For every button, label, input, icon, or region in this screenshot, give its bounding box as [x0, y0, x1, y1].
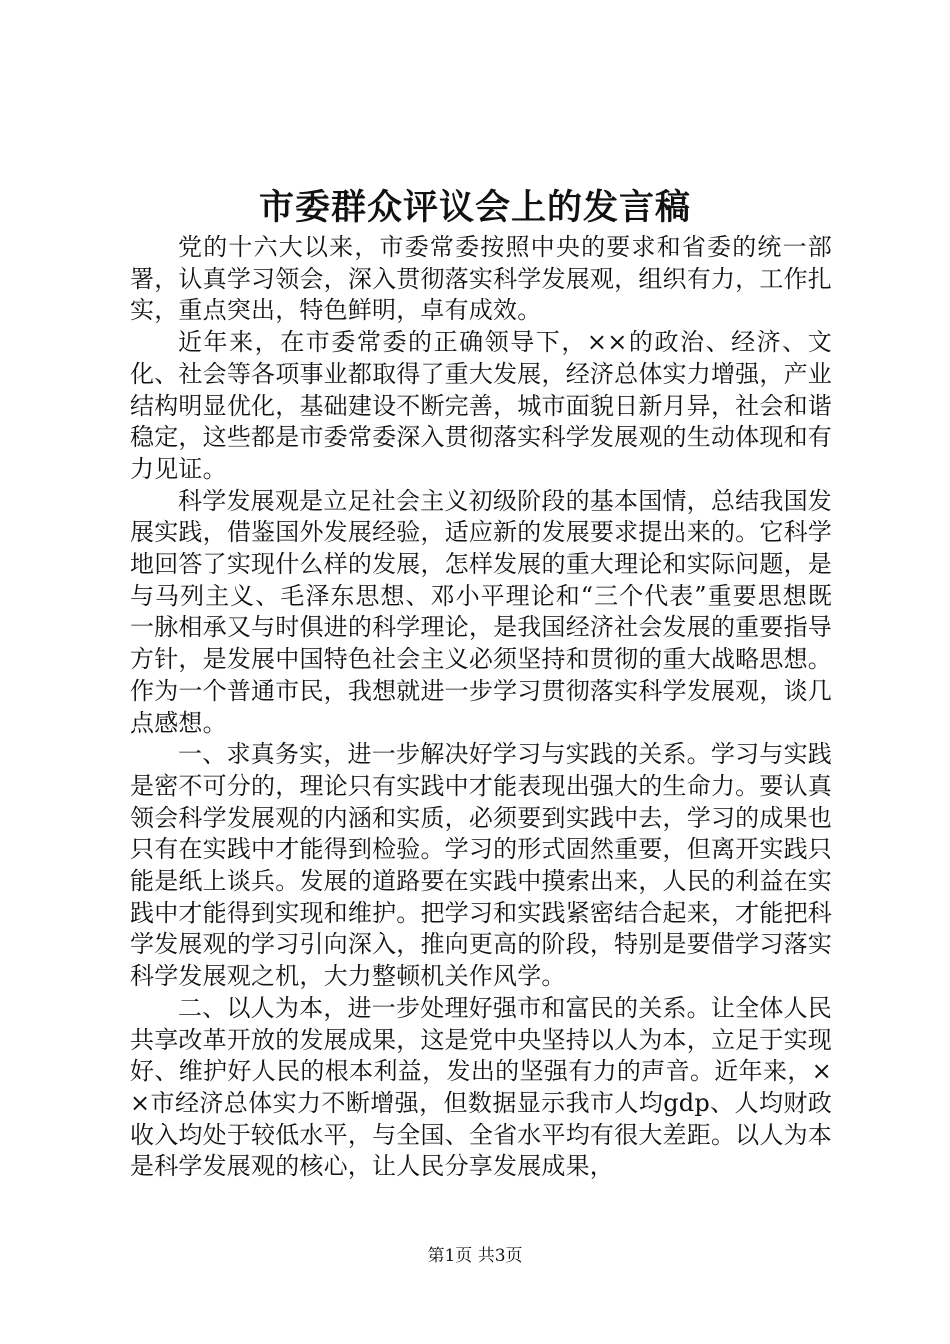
paragraph-2: 近年来，在市委常委的正确领导下，××的政治、经济、文化、社会等各项事业都取得了重大发展，经济总体实力增强，产业结构明显优化，基础建设不断完善，城市面貌日新月异，社会和谐稳定，这些都是市委常委深入贯彻落实科学发展观的生动体现和有力见证。 — [130, 328, 832, 483]
paragraph-3: 科学发展观是立足社会主义初级阶段的基本国情，总结我国发展实践，借鉴国外发展经验，适应新的发展要求提出来的。它科学地回答了实现什么样的发展，怎样发展的重大理论和实际问题，是与马列主义、毛泽东思想、邓小平理论和“三个代表”重要思想既一脉相承又与时俱进的科学理论，是我国经济社会发展的重要指导方针，是发展中国特色社会主义必须坚持和贯彻的重大战略思想。作为一个普通市民，我想就进一步学习贯彻落实科学发展观，谈几点感想。 — [130, 486, 832, 737]
paragraph-1: 党的十六大以来，市委常委按照中央的要求和省委的统一部署，认真学习领会，深入贯彻落实科学发展观，组织有力，工作扎实，重点突出，特色鲜明，卓有成效。 — [130, 233, 832, 325]
document-body — [130, 232, 832, 1183]
paragraph-4: 一、求真务实，进一步解决好学习与实践的关系。学习与实践是密不可分的，理论只有实践中才能表现出强大的生命力。要认真领会科学发展观的内涵和实质，必须要到实践中去，学习的成果也只有在实践中才能得到检验。学习的形式固然重要，但离开实践只能是纸上谈兵。发展的道路要在实践中摸索出来，人民的利益在实践中才能得到实现和维护。把学习和实践紧密结合起来，才能把科学发展观的学习引向深入，推向更高的阶段，特别是要借学习落实科学发展观之机，大力整顿机关作风学。 — [130, 740, 832, 991]
document-title: 市委群众评议会上的发言稿 — [258, 187, 691, 228]
paragraph-5: 二、以人为本，进一步处理好强市和富民的关系。让全体人民共享改革开放的发展成果，这是党中央坚持以人为本，立足于实现好、维护好人民的根本利益，发出的坚强有力的声音。近年来，××市经济总体实力不断增强，但数据显示我市人均gdp、人均财政收入均处于较低水平，与全国、全省水平均有很大差距。以人为本是科学发展观的核心，让人民分享发展成果， — [130, 993, 832, 1181]
page-footer: 第1页 共3页 — [427, 1246, 523, 1266]
